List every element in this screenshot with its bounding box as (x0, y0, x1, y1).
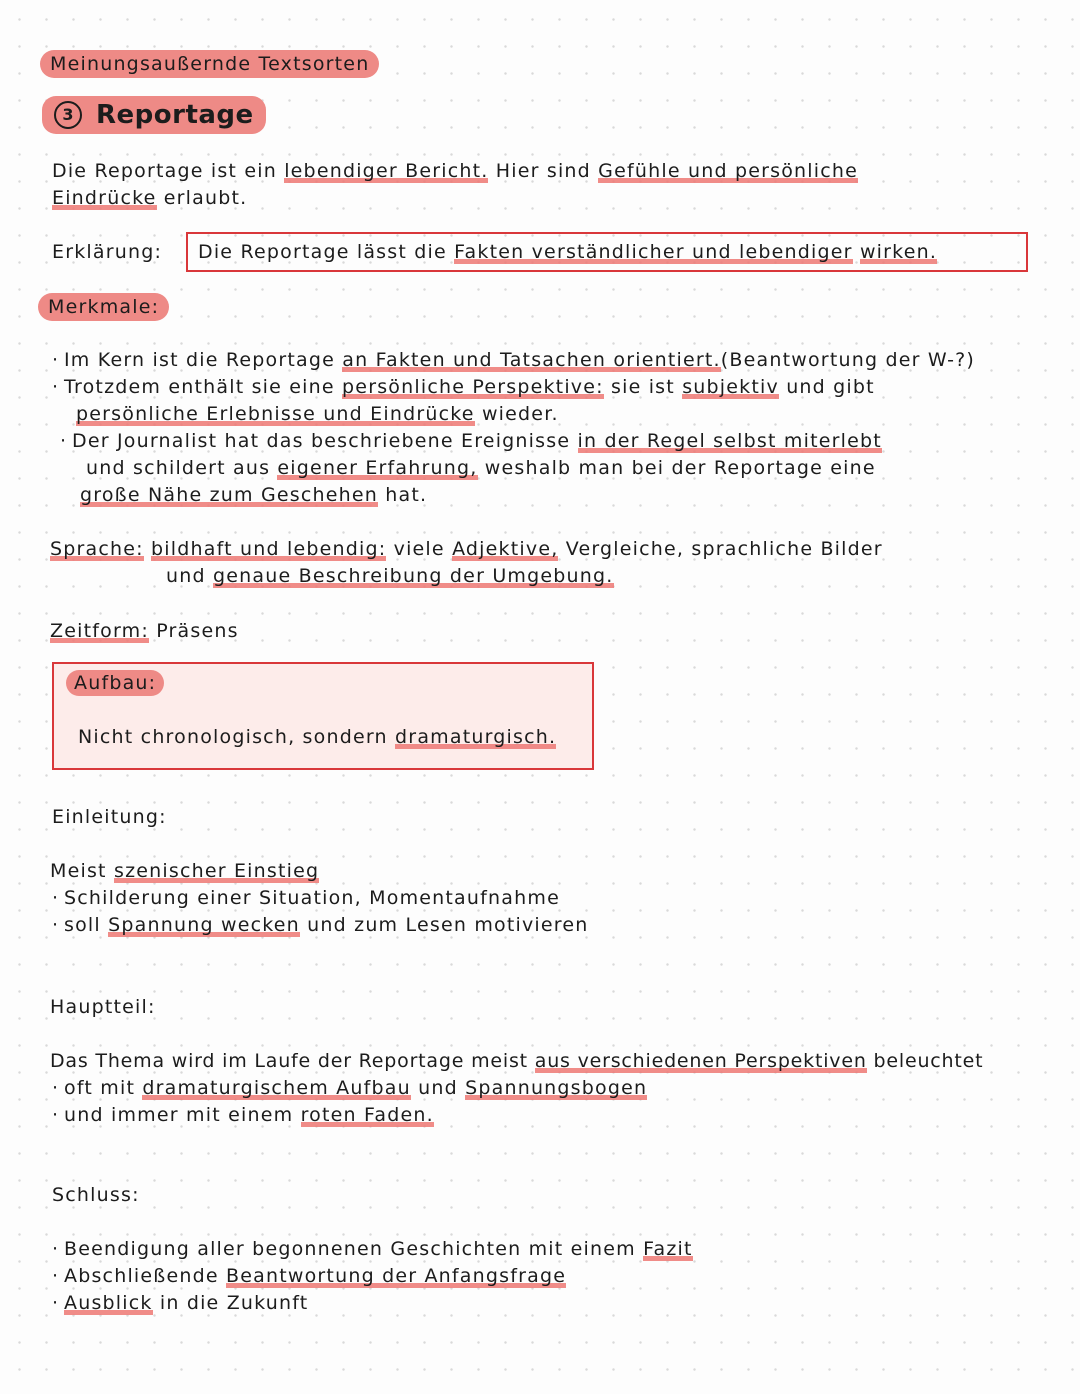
schluss-label: Schluss: (52, 1184, 140, 1206)
hauptteil-line-2: · oft mit dramaturgischem Aufbau und Spannungsbogen (52, 1077, 648, 1099)
einleitung-line-2: · Schilderung einer Situation, Momentaufnahme (52, 887, 560, 909)
schluss-line-2: · Abschließende Beantwortung der Anfangsfrage (52, 1265, 567, 1287)
aufbau-label: Aufbau: (66, 670, 164, 696)
schluss-line-1: · Beendigung aller begonnenen Geschichten mit einem Fazit (52, 1238, 693, 1260)
merkmal-2-cont: persönliche Erlebnisse und Eindrücke wieder. (76, 403, 559, 425)
section-number: 3 (54, 101, 82, 129)
merkmal-2: · Trotzdem enthält sie eine persönliche Perspektive: sie ist subjektiv und gibt (52, 376, 875, 398)
merkmal-1: · Im Kern ist die Reportage an Fakten und Tatsachen orientiert.(Beantwortung der W-?) (52, 349, 976, 371)
einleitung-line-3: · soll Spannung wecken und zum Lesen motivieren (52, 914, 589, 936)
erklaerung-label: Erklärung: (52, 241, 163, 263)
merkmal-3-cont-1: und schildert aus eigener Erfahrung, weshalb man bei der Reportage eine (86, 457, 876, 479)
schluss-line-3: · Ausblick in die Zukunft (52, 1292, 309, 1314)
erklaerung-text: Die Reportage lässt die Fakten verständlicher und lebendiger wirken. (198, 241, 938, 263)
intro-line-1: Die Reportage ist ein lebendiger Bericht. Hier sind Gefühle und persönliche (52, 160, 859, 182)
intro-line-2: Eindrücke erlaubt. (52, 187, 248, 209)
category-tag: Meinungsaußernde Textsorten (40, 50, 379, 78)
hauptteil-label: Hauptteil: (50, 996, 156, 1018)
merkmale-label: Merkmale: (38, 293, 169, 321)
hauptteil-line-3: · und immer mit einem roten Faden. (52, 1104, 434, 1126)
page-title (42, 96, 266, 134)
hauptteil-line-1: Das Thema wird im Laufe der Reportage meist aus verschiedenen Perspektiven beleuchtet (50, 1050, 984, 1072)
aufbau-text: Nicht chronologisch, sondern dramaturgisch. (78, 726, 557, 748)
zeitform: Zeitform: Präsens (50, 620, 239, 642)
merkmal-3: · Der Journalist hat das beschriebene Ereignisse in der Regel selbst miterlebt (60, 430, 882, 452)
merkmal-3-cont-2: große Nähe zum Geschehen hat. (80, 484, 428, 506)
sprache-line-1: Sprache: bildhaft und lebendig: viele Adjektive, Vergleiche, sprachliche Bilder (50, 538, 883, 560)
sprache-line-2: und genaue Beschreibung der Umgebung. (166, 565, 614, 587)
einleitung-line-1: Meist szenischer Einstieg (50, 860, 320, 882)
einleitung-label: Einleitung: (52, 806, 167, 828)
title-text: Reportage (96, 100, 254, 130)
